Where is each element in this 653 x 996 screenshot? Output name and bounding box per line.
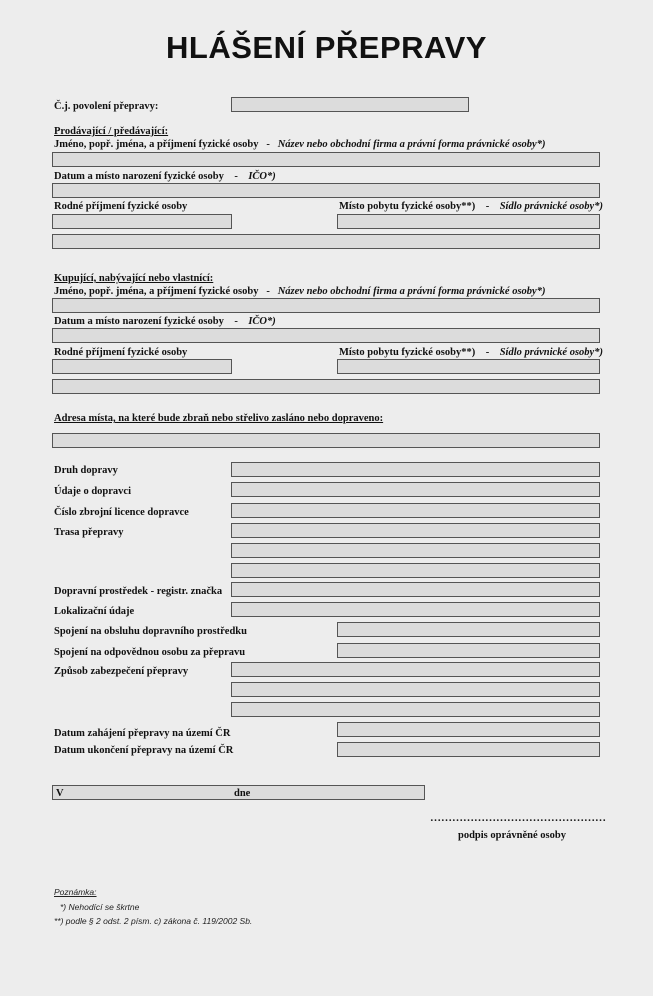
seller-name-field[interactable] <box>52 152 600 167</box>
page-title: HLÁŠENÍ PŘEPRAVY <box>166 30 487 65</box>
buyer-residence-field[interactable] <box>337 359 600 374</box>
carrier-field[interactable] <box>231 482 600 497</box>
security-label: Způsob zabezpečení přepravy <box>54 666 189 677</box>
buyer-residence-label: Místo pobytu fyzické osoby**) - Sídlo právnické osoby*) <box>339 347 603 358</box>
location-label: Lokalizační údaje <box>54 606 135 617</box>
transport-type-label: Druh dopravy <box>54 465 118 476</box>
vehicle-field[interactable] <box>231 582 600 597</box>
seller-birth-field[interactable] <box>52 183 600 198</box>
permit-label: Č.j. povolení přepravy: <box>54 101 159 112</box>
buyer-extra-field[interactable] <box>52 379 600 394</box>
contact-responsible-label: Spojení na odpovědnou osobu za přepravu <box>54 647 246 658</box>
start-date-field[interactable] <box>337 722 600 737</box>
security-field-2[interactable] <box>231 682 600 697</box>
seller-maiden-label: Rodné příjmení fyzické osoby <box>54 201 188 212</box>
buyer-name-label: Jméno, popř. jména, a příjmení fyzické osoby - Název nebo obchodní firma a právní forma právnické osoby*) <box>54 286 546 297</box>
end-date-label: Datum ukončení přepravy na území ČR <box>54 745 234 756</box>
route-field-3[interactable] <box>231 563 600 578</box>
start-date-label: Datum zahájení přepravy na území ČR <box>54 728 231 739</box>
buyer-heading: Kupující, nabývající nebo vlastnící: <box>54 273 214 284</box>
end-date-field[interactable] <box>337 742 600 757</box>
seller-heading: Prodávající / předávající: <box>54 126 169 137</box>
date-label: dne <box>234 788 251 799</box>
signature-label: podpis oprávněné osoby <box>458 830 566 841</box>
contact-crew-field[interactable] <box>337 622 600 637</box>
note-1: *) Nehodící se škrtne <box>60 902 140 912</box>
buyer-name-field[interactable] <box>52 298 600 313</box>
seller-residence-field[interactable] <box>337 214 600 229</box>
seller-maiden-field[interactable] <box>52 214 232 229</box>
buyer-birth-label: Datum a místo narození fyzické osoby - IČO*) <box>54 316 276 327</box>
buyer-birth-field[interactable] <box>52 328 600 343</box>
location-field[interactable] <box>231 602 600 617</box>
address-field[interactable] <box>52 433 600 448</box>
note-2: **) podle § 2 odst. 2 písm. c) zákona č. 119/2002 Sb. <box>54 916 253 926</box>
signature-line: ………………………………………… <box>430 812 606 824</box>
contact-responsible-field[interactable] <box>337 643 600 658</box>
seller-name-label: Jméno, popř. jména, a příjmení fyzické osoby - Název nebo obchodní firma a právní forma právnické osoby*) <box>54 139 546 150</box>
buyer-maiden-field[interactable] <box>52 359 232 374</box>
license-field[interactable] <box>231 503 600 518</box>
route-label: Trasa přepravy <box>54 527 124 538</box>
seller-extra-field[interactable] <box>52 234 600 249</box>
security-field-3[interactable] <box>231 702 600 717</box>
address-heading: Adresa místa, na které bude zbraň nebo střelivo zasláno nebo dopraveno: <box>54 413 384 424</box>
buyer-maiden-label: Rodné příjmení fyzické osoby <box>54 347 188 358</box>
route-field-2[interactable] <box>231 543 600 558</box>
security-field-1[interactable] <box>231 662 600 677</box>
seller-birth-label: Datum a místo narození fyzické osoby - IČO*) <box>54 171 276 182</box>
vehicle-label: Dopravní prostředek - registr. značka <box>54 586 223 597</box>
notes-heading: Poznámka: <box>54 887 97 897</box>
route-field-1[interactable] <box>231 523 600 538</box>
carrier-label: Údaje o dopravci <box>54 486 131 497</box>
seller-residence-label: Místo pobytu fyzické osoby**) - Sídlo právnické osoby*) <box>339 201 603 212</box>
permit-number-field[interactable] <box>231 97 469 112</box>
contact-crew-label: Spojení na obsluhu dopravního prostředku <box>54 626 247 637</box>
license-label: Číslo zbrojní licence dopravce <box>54 507 189 518</box>
transport-type-field[interactable] <box>231 462 600 477</box>
place-label: V <box>56 788 64 799</box>
